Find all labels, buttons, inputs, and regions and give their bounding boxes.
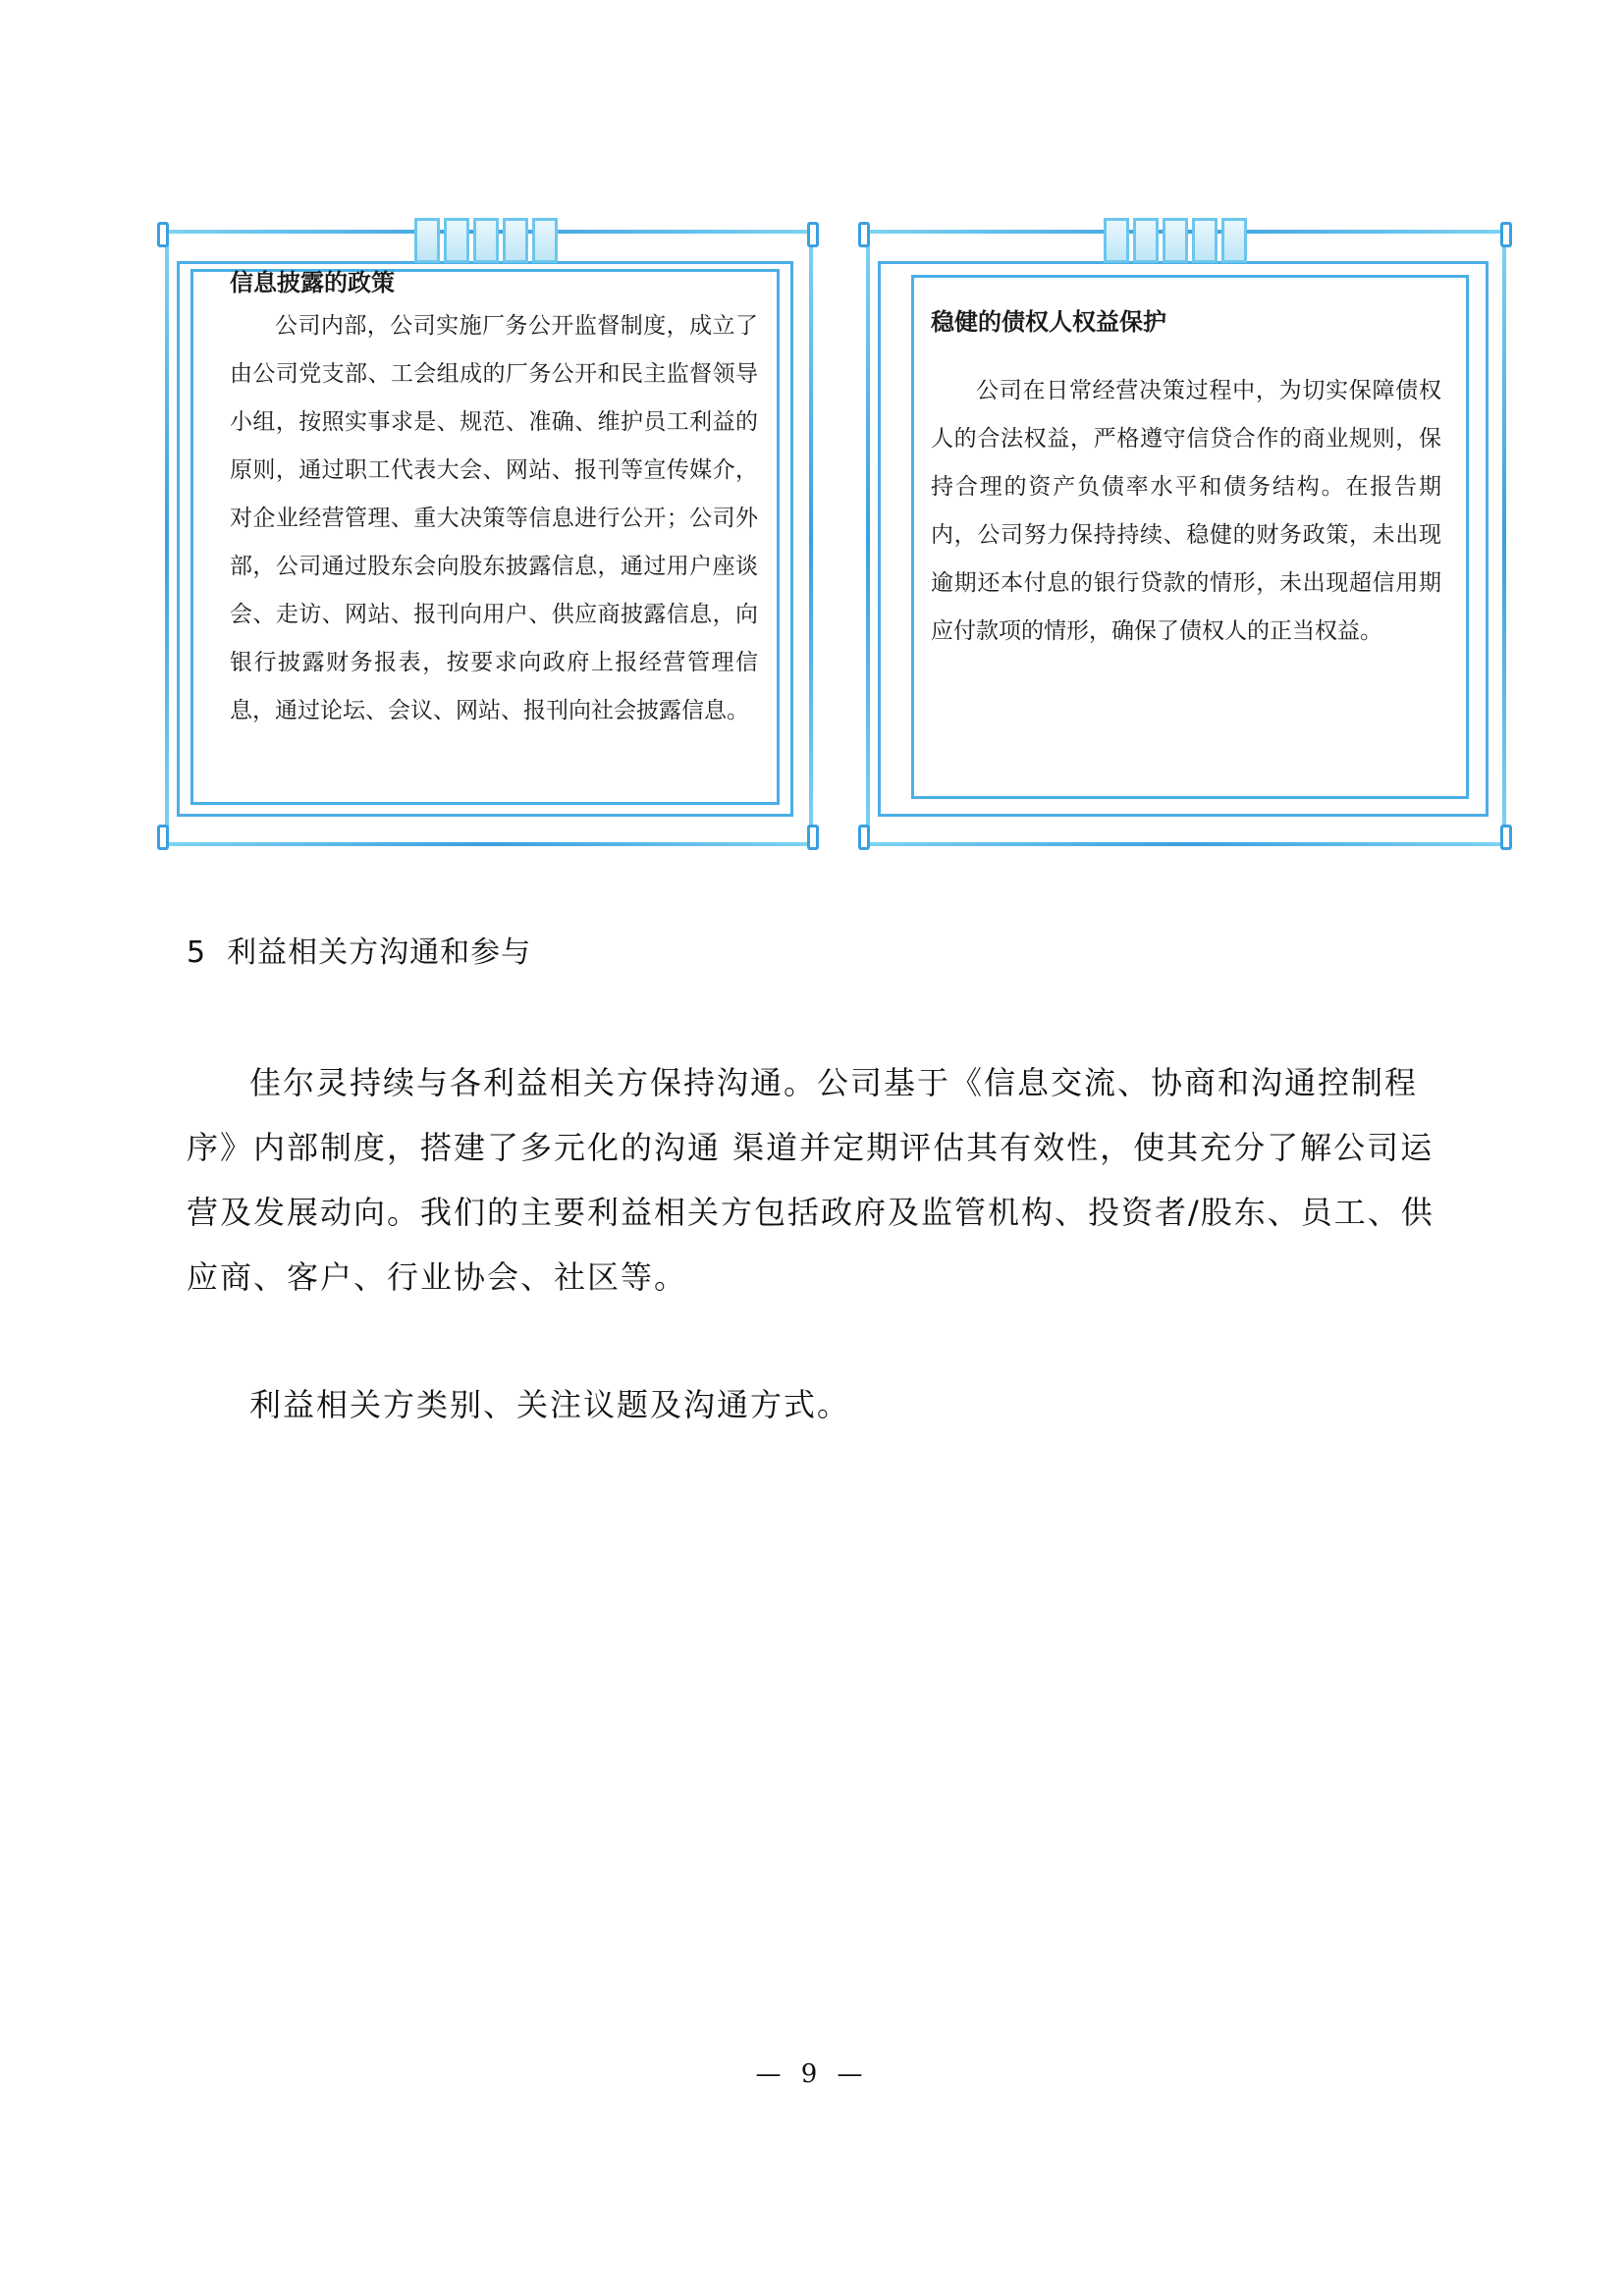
frame-corner-cap (807, 222, 819, 247)
frame-bottom-bar (866, 842, 1506, 846)
frame-corner-cap (157, 222, 169, 247)
frame-left-bar (866, 230, 870, 846)
frame-bottom-bar (165, 842, 813, 846)
box-body: 公司在日常经营决策过程中，为切实保障债权人的合法权益，严格遵守信贷合作的商业规则，保持合理的资产负债率水平和债务结构。在报告期内，公司努力保持持续、稳健的财务政策，未出现逾期还本付息的银行贷款的情形，未出现超信用期应付款项的情形，确保了债权人的正当权益。 (931, 378, 1441, 644)
box-title: 稳健的债权人权益保护 (931, 308, 1166, 336)
box-content (230, 263, 758, 735)
frame-corner-cap (858, 222, 870, 247)
box-content (931, 302, 1441, 656)
frame-corner-cap (1500, 222, 1512, 247)
stakeholder-categories-paragraph: 利益相关方类别、关注议题及沟通方式。 (249, 1386, 851, 1423)
frame-corner-cap (157, 825, 169, 850)
frame-top-ornament (1104, 218, 1247, 263)
box-title: 信息披露的政策 (230, 269, 395, 296)
section-heading: 5 利益相关方沟通和参与 (187, 935, 532, 970)
stakeholder-paragraph: 佳尔灵持续与各利益相关方保持沟通。公司基于《信息交流、协商和沟通控制程序》内部制度，搭建了多元化的沟通 渠道并定期评估其有效性，使其充分了解公司运营及发展动向。我们的主要利益相关方包括政府及监管机构、投资者/股东、员工、供应商、客户、行业协会、社区等。 (187, 1064, 1435, 1296)
info-disclosure-box (155, 218, 823, 860)
page-number: — 9 — (755, 2059, 869, 2089)
frame-right-bar (1502, 230, 1506, 846)
frame-left-bar (165, 230, 169, 846)
creditor-protection-box (856, 218, 1516, 860)
frame-corner-cap (807, 825, 819, 850)
frame-corner-cap (858, 825, 870, 850)
frame-corner-cap (1500, 825, 1512, 850)
frame-top-ornament (414, 218, 558, 263)
box-body: 公司内部，公司实施厂务公开监督制度，成立了由公司党支部、工会组成的厂务公开和民主监督领导小组，按照实事求是、规范、准确、维护员工利益的原则，通过职工代表大会、网站、报刊等宣传媒介，对企业经营管理、重大决策等信息进行公开；公司外部，公司通过股东会向股东披露信息，通过用户座谈会、走访、网站、报刊向用户、供应商披露信息，向银行披露财务报表，按要求向政府上报经营管理信息，通过论坛、会议、网站、报刊向社会披露信息。 (230, 313, 758, 723)
frame-right-bar (809, 230, 813, 846)
